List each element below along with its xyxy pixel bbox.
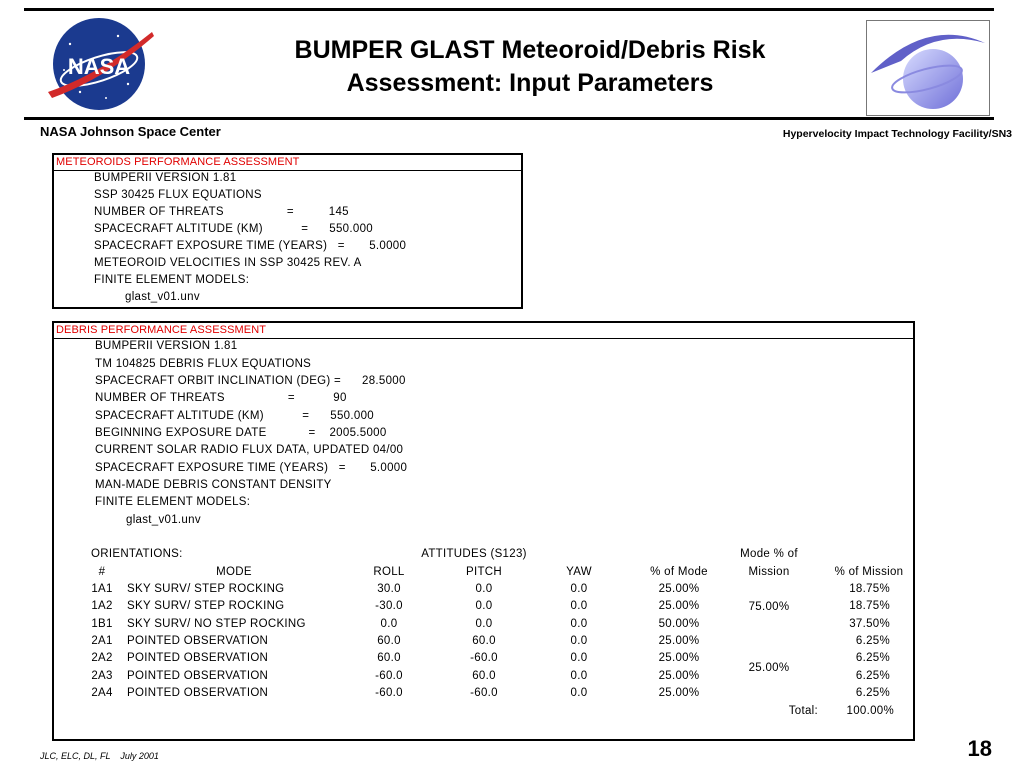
center-name: NASA Johnson Space Center <box>40 124 221 139</box>
row-pct-mode: 50.00% <box>658 618 700 630</box>
row-yaw: 0.0 <box>570 687 588 699</box>
meteoroids-line: FINITE ELEMENT MODELS: <box>94 274 250 286</box>
row-id: 2A3 <box>91 670 113 682</box>
row-roll: -60.0 <box>375 687 403 699</box>
column-header: YAW <box>566 566 592 578</box>
row-id: 2A1 <box>91 635 113 647</box>
column-header: # <box>98 566 106 578</box>
debris-heading: DEBRIS PERFORMANCE ASSESSMENT <box>54 323 913 339</box>
row-roll: -60.0 <box>375 670 403 682</box>
row-mode: POINTED OBSERVATION <box>127 687 269 699</box>
debris-box <box>52 321 915 741</box>
row-roll: 0.0 <box>380 618 398 630</box>
row-yaw: 0.0 <box>570 600 588 612</box>
meteoroids-box <box>52 153 523 309</box>
row-yaw: 0.0 <box>570 618 588 630</box>
facility-name: Hypervelocity Impact Technology Facility/SN3 <box>782 128 1012 140</box>
column-header: PITCH <box>466 566 502 578</box>
row-pct-mode: 25.00% <box>658 652 700 664</box>
row-roll: 60.0 <box>377 635 401 647</box>
row-pct-mode: 25.00% <box>658 600 700 612</box>
debris-line: TM 104825 DEBRIS FLUX EQUATIONS <box>95 358 312 370</box>
row-pct-mission: 18.75% <box>849 583 890 595</box>
facility-logo-frame <box>866 20 990 116</box>
header-rule <box>24 117 994 120</box>
row-pct-mode: 25.00% <box>658 687 700 699</box>
row-mode: POINTED OBSERVATION <box>127 670 269 682</box>
total-value: 100.00% <box>846 705 894 717</box>
nasa-logo <box>40 14 158 114</box>
total-label: Total: <box>788 705 818 717</box>
row-yaw: 0.0 <box>570 635 588 647</box>
row-yaw: 0.0 <box>570 670 588 682</box>
row-pct-mission: 6.25% <box>855 687 890 699</box>
group-mission-pct: 25.00% <box>748 662 790 674</box>
row-pct-mode: 25.00% <box>658 670 700 682</box>
row-pitch: 60.0 <box>472 635 496 647</box>
facility-logo <box>867 21 989 115</box>
row-pitch: 0.0 <box>475 618 493 630</box>
row-id: 1B1 <box>91 618 113 630</box>
debris-line: BEGINNING EXPOSURE DATE = 2005.5000 <box>95 427 387 439</box>
title-line-2: Assessment: Input Parameters <box>346 69 714 97</box>
row-yaw: 0.0 <box>570 583 588 595</box>
debris-line: SPACECRAFT EXPOSURE TIME (YEARS) = 5.0000 <box>95 462 408 474</box>
page-title <box>180 34 880 100</box>
column-header: MODE <box>216 566 252 578</box>
debris-line: MAN-MADE DEBRIS CONSTANT DENSITY <box>95 479 332 491</box>
top-rule <box>24 8 994 11</box>
row-pct-mission: 6.25% <box>855 670 890 682</box>
row-id: 1A2 <box>91 600 113 612</box>
page-number: 18 <box>967 736 992 761</box>
debris-line: FINITE ELEMENT MODELS: <box>95 496 251 508</box>
row-pct-mission: 18.75% <box>849 600 890 612</box>
row-pitch: 60.0 <box>472 670 496 682</box>
debris-model-file: glast_v01.unv <box>126 514 201 526</box>
column-header: ROLL <box>373 566 405 578</box>
row-id: 1A1 <box>91 583 113 595</box>
group-mission-pct: 75.00% <box>748 601 790 613</box>
column-header: % of Mode <box>650 566 708 578</box>
row-mode: SKY SURV/ NO STEP ROCKING <box>127 618 306 630</box>
meteoroids-line: NUMBER OF THREATS = 145 <box>94 206 349 218</box>
debris-line: CURRENT SOLAR RADIO FLUX DATA, UPDATED 04/00 <box>95 444 404 456</box>
row-pct-mission: 6.25% <box>855 652 890 664</box>
debris-line: SPACECRAFT ALTITUDE (KM) = 550.000 <box>95 410 374 422</box>
row-id: 2A2 <box>91 652 113 664</box>
mode-pct-label: Mission <box>748 566 790 578</box>
row-pitch: -60.0 <box>470 652 498 664</box>
mode-pct-label: Mode % of <box>740 548 798 560</box>
debris-line: BUMPERII VERSION 1.81 <box>95 340 238 352</box>
meteoroids-line: SSP 30425 FLUX EQUATIONS <box>94 189 262 201</box>
meteoroids-line: METEOROID VELOCITIES IN SSP 30425 REV. A <box>94 257 362 269</box>
title-line-1: BUMPER GLAST Meteoroid/Debris Risk <box>294 36 766 64</box>
row-mode: SKY SURV/ STEP ROCKING <box>127 583 285 595</box>
row-pct-mode: 25.00% <box>658 635 700 647</box>
meteoroids-line: BUMPERII VERSION 1.81 <box>94 172 237 184</box>
meteoroids-model-file: glast_v01.unv <box>125 291 200 303</box>
row-pct-mission: 37.50% <box>849 618 890 630</box>
row-mode: SKY SURV/ STEP ROCKING <box>127 600 285 612</box>
row-mode: POINTED OBSERVATION <box>127 652 269 664</box>
row-pitch: 0.0 <box>475 600 493 612</box>
meteoroids-line: SPACECRAFT ALTITUDE (KM) = 550.000 <box>94 223 373 235</box>
footer-authors: JLC, ELC, DL, FL July 2001 <box>40 751 159 761</box>
row-pct-mission: 6.25% <box>855 635 890 647</box>
row-pct-mode: 25.00% <box>658 583 700 595</box>
nasa-logo-text: NASA <box>67 54 131 79</box>
row-roll: -30.0 <box>375 600 403 612</box>
orientations-label: ORIENTATIONS: <box>91 548 183 560</box>
row-roll: 30.0 <box>377 583 401 595</box>
row-pitch: 0.0 <box>475 583 493 595</box>
meteoroids-heading: METEOROIDS PERFORMANCE ASSESSMENT <box>54 155 521 171</box>
row-yaw: 0.0 <box>570 652 588 664</box>
debris-line: NUMBER OF THREATS = 90 <box>95 392 347 404</box>
row-id: 2A4 <box>91 687 113 699</box>
column-header: % of Mission <box>834 566 904 578</box>
attitudes-label: ATTITUDES (S123) <box>421 548 527 560</box>
row-mode: POINTED OBSERVATION <box>127 635 269 647</box>
row-pitch: -60.0 <box>470 687 498 699</box>
meteoroids-line: SPACECRAFT EXPOSURE TIME (YEARS) = 5.0000 <box>94 240 407 252</box>
row-roll: 60.0 <box>377 652 401 664</box>
debris-line: SPACECRAFT ORBIT INCLINATION (DEG) = 28.5000 <box>95 375 406 387</box>
